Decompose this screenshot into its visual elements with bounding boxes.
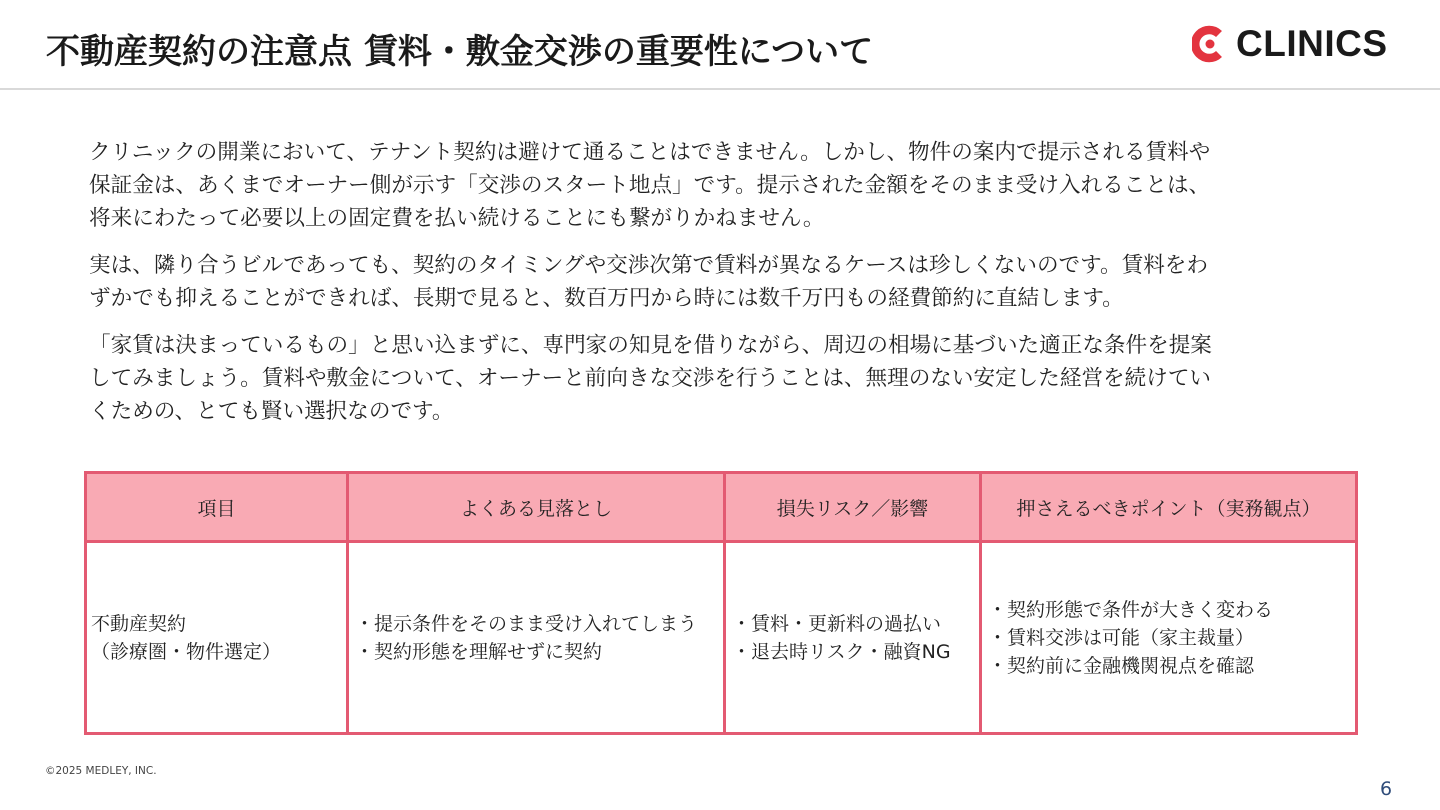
bullet-item: ・契約形態で条件が大きく変わる [988,598,1274,621]
bullet-item: ・賃料・更新料の過払い [732,612,942,635]
bullet-item: ・契約前に金融機関視点を確認 [988,654,1255,677]
bullet-item: ・提示条件をそのまま受け入れてしまう [355,612,698,635]
table-row [86,542,1357,734]
bullet-item: ・退去時リスク・融資NG [732,640,951,663]
bullet-item: ・契約形態を理解せずに契約 [355,640,603,663]
points-cell [981,542,1357,734]
paragraph-line: くための、とても賢い選択なのです。 [89,399,454,424]
copyright: ©2025 MEDLEY, INC. [45,765,157,777]
paragraph-line: クリニックの開業において、テナント契約は避けて通ることはできません。しかし、物件の案内で提示される賃料や [89,140,1211,165]
paragraph-line: してみましょう。賃料や敷金について、オーナーと前向きな交渉を行うことは、無理のない安定した経営を続けてい [89,366,1212,391]
bullet-item: ・賃料交渉は可能（家主裁量） [988,626,1255,649]
paragraph [89,249,1351,315]
table-header-row [86,473,1357,542]
paragraph-line: 保証金は、あくまでオーナー側が示す「交渉のスタート地点」です。提示された金額をそのまま受け入れることは、 [89,173,1211,198]
paragraph-line: 実は、隣り合うビルであっても、契約のタイミングや交渉次第で賃料が異なるケースは珍しくないのです。賃料をわ [89,253,1208,278]
clinics-logo-icon [1192,25,1228,63]
item-cell [86,542,348,734]
column-header: 項目 [86,473,348,542]
page-number: 6 [1380,778,1393,800]
logo-wordmark: CLINICS [1236,23,1388,64]
paragraph [89,136,1351,235]
clinics-logo [1192,24,1388,64]
item-line: 不動産契約 [91,612,187,635]
item-line: （診療圏・物件選定） [91,640,282,663]
paragraph-line: 「家賃は決まっているもの」と思い込まずに、専門家の知見を借りながら、周辺の相場に基づいた適正な条件を提案 [89,333,1212,358]
page-title: 不動産契約の注意点 賃料・敷金交渉の重要性について [46,32,874,72]
paragraph [89,329,1351,428]
column-header: よくある見落とし [348,473,725,542]
oversight-cell [348,542,725,734]
column-header: 押さえるべきポイント（実務観点） [981,473,1357,542]
checklist-table [84,471,1358,735]
paragraph-line: ずかでも抑えることができれば、長期で見ると、数百万円から時には数千万円もの経費節約に直結します。 [89,286,1124,311]
paragraph-line: 将来にわたって必要以上の固定費を払い続けることにも繋がりかねません。 [89,206,825,231]
risk-cell [725,542,981,734]
slide-header [0,0,1440,90]
column-header: 損失リスク／影響 [725,473,981,542]
body-text [89,136,1351,442]
